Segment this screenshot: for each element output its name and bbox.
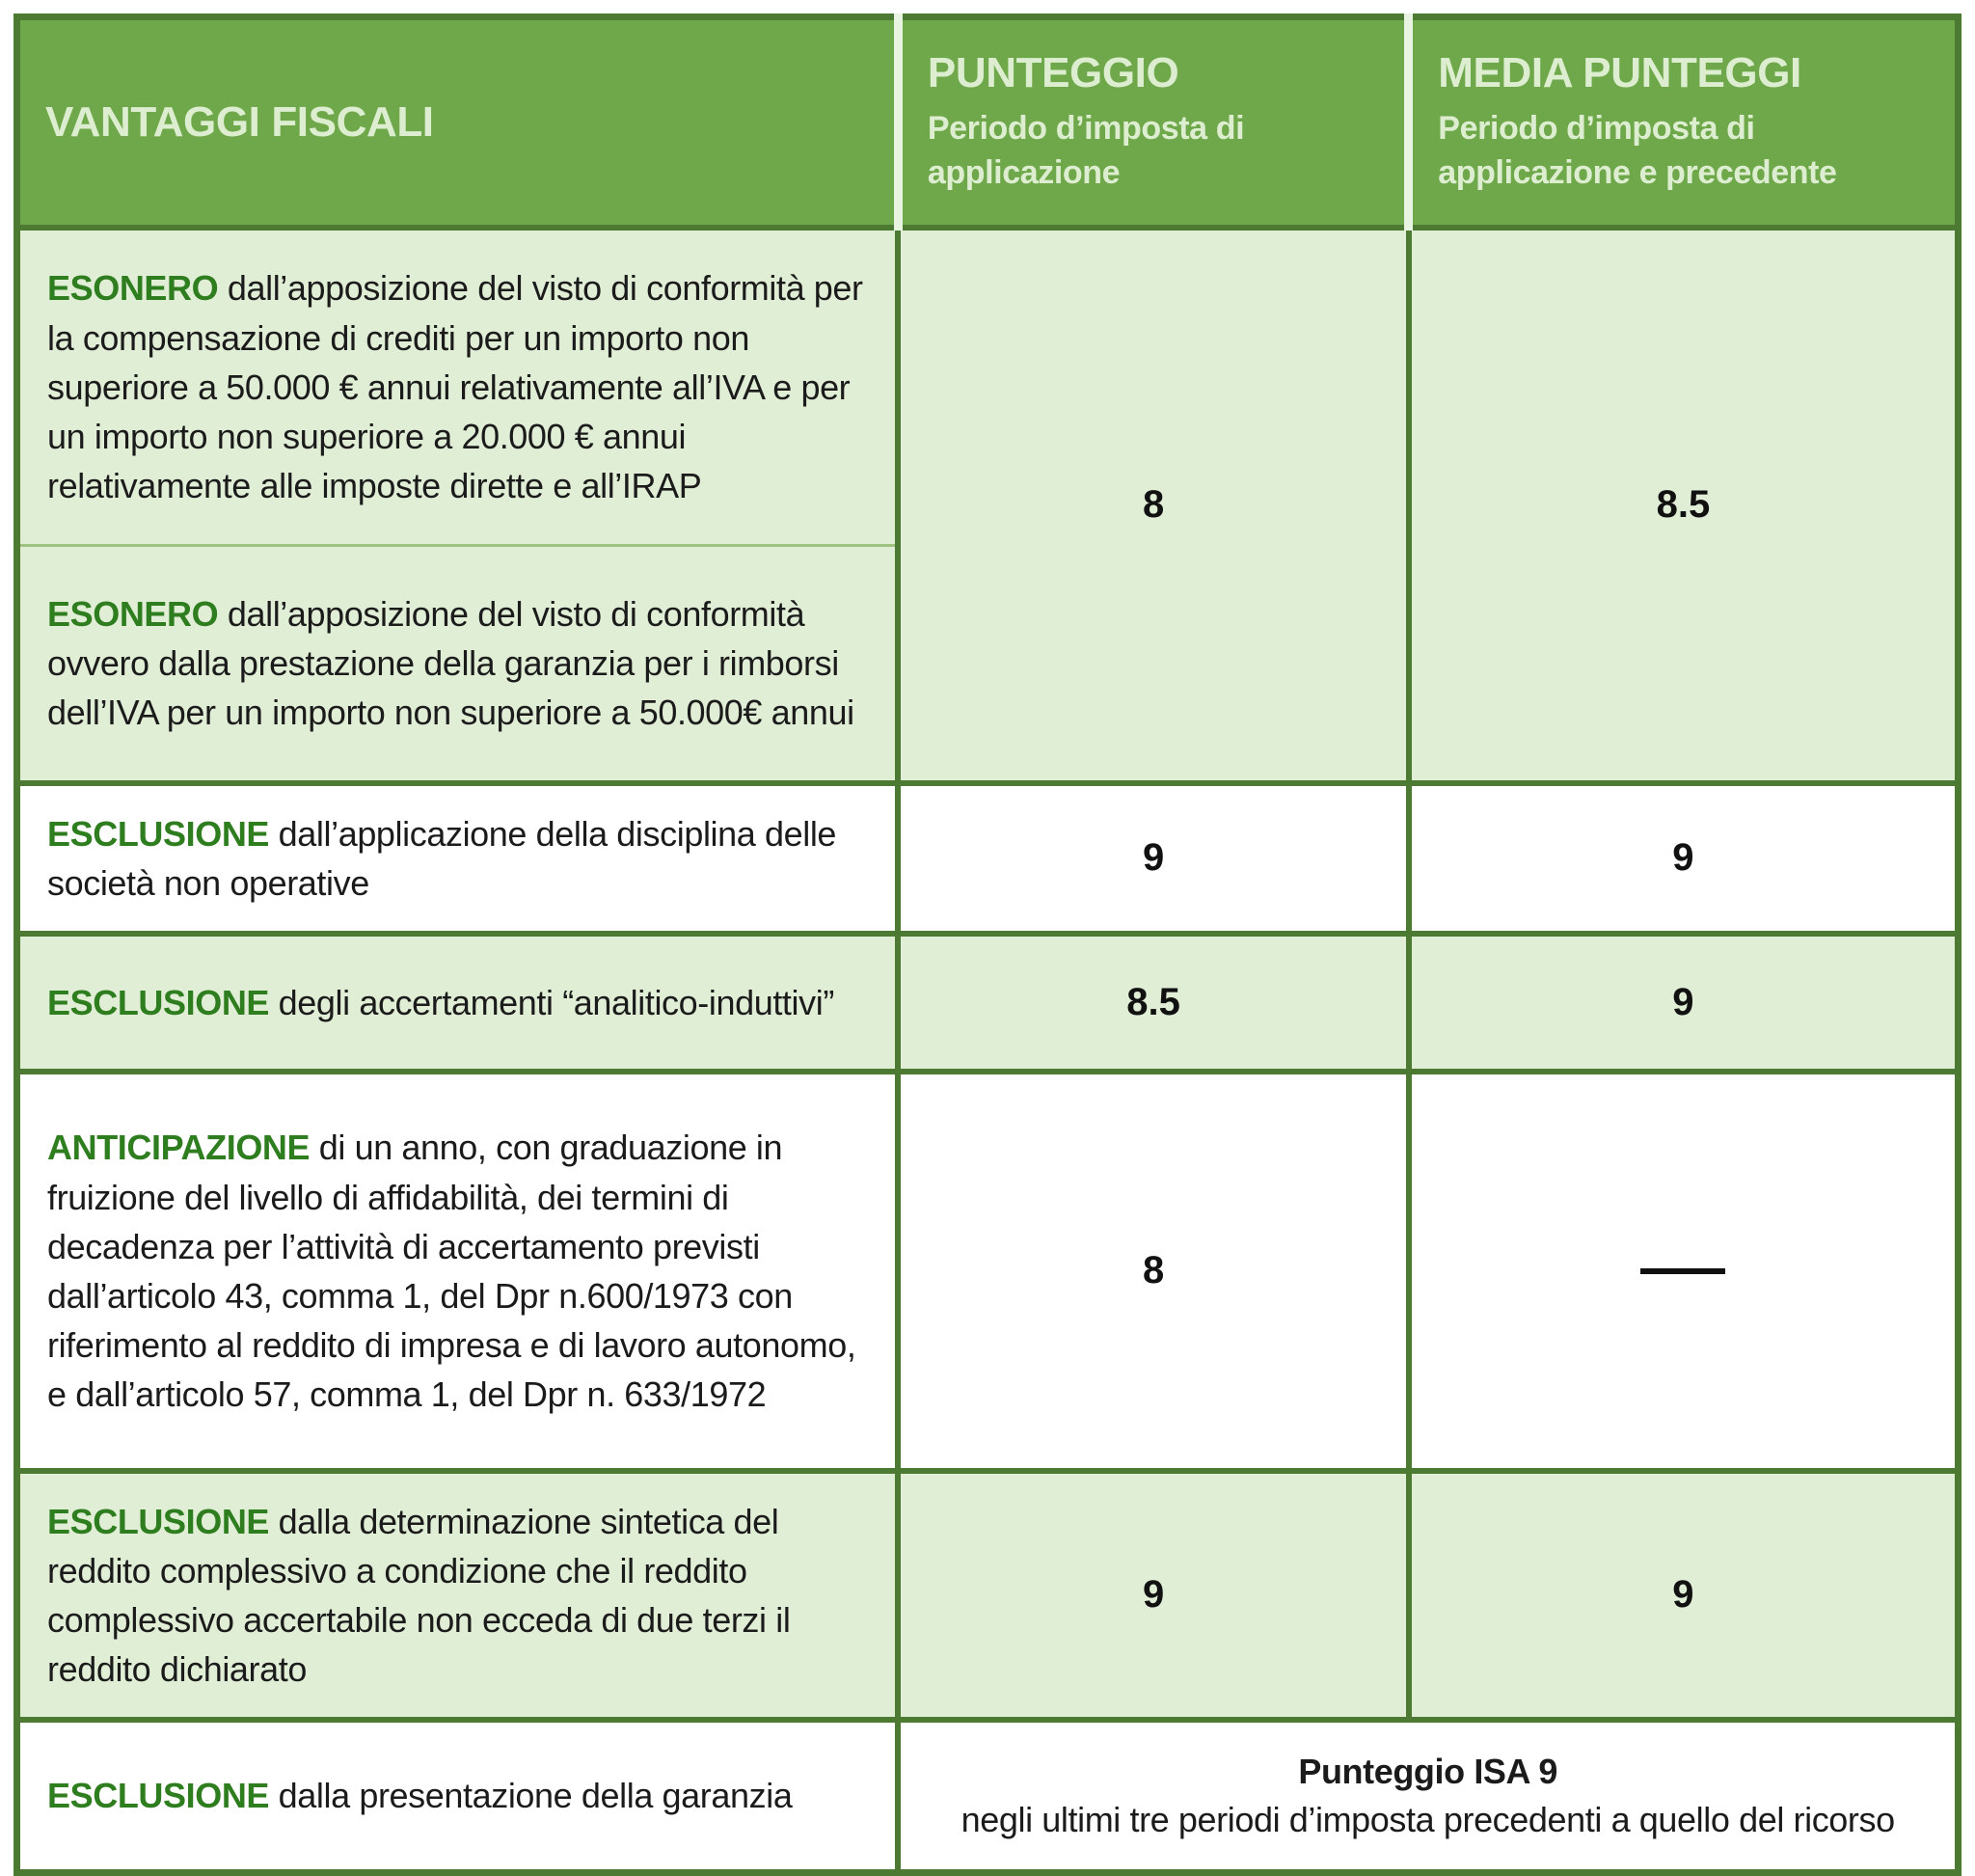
- benefit-keyword: ESCLUSIONE: [47, 1776, 270, 1816]
- benefit-text: degli accertamenti “analitico-induttivi”: [278, 982, 834, 1022]
- row-esonero-compensazione: [17, 228, 1959, 546]
- row-esclusione-garanzia: [17, 1720, 1959, 1872]
- benefit-esclusione-societa: [17, 783, 899, 934]
- benefit-keyword: ESCLUSIONE: [47, 982, 270, 1022]
- header-punteggio: [898, 17, 1408, 228]
- benefit-keyword: ANTICIPAZIONE: [47, 1128, 311, 1168]
- row-anticipazione-termini: [17, 1072, 1959, 1471]
- benefit-keyword: ESONERO: [47, 268, 219, 309]
- merged-cell-text: negli ultimi tre periodi d’imposta precedenti a quello del ricorso: [960, 1799, 1895, 1839]
- media-value-anticipazione: [1409, 1072, 1959, 1471]
- row-esclusione-societa-non-operative: [17, 783, 1959, 934]
- header-vantaggi-fiscali-label: VANTAGGI FISCALI: [45, 97, 434, 146]
- punteggio-value-esonero: 8: [898, 228, 1408, 783]
- media-value-sintetica: 9: [1409, 1471, 1959, 1720]
- benefit-keyword: ESCLUSIONE: [47, 813, 270, 854]
- benefit-esonero-rimborsi: [17, 546, 899, 783]
- header-punteggio-title: PUNTEGGIO: [927, 48, 1179, 96]
- row-esclusione-accertamenti: [17, 934, 1959, 1072]
- row-esclusione-determinazione-sintetica: [17, 1471, 1959, 1720]
- punteggio-value-anticipazione: 8: [898, 1072, 1408, 1471]
- media-value-societa: 9: [1409, 783, 1959, 934]
- benefit-text: dalla determinazione sintetica del reddito complessivo a condizione che il reddito complessivo accertabile non ecceda di due terzi il reddito dichiarato: [47, 1501, 791, 1690]
- punteggio-value-sintetica: 9: [898, 1471, 1408, 1720]
- table-header-row: [17, 17, 1959, 228]
- dash-line: [1640, 1268, 1725, 1274]
- benefit-esonero-compensazione: [17, 228, 899, 546]
- punteggio-value-accertamenti: 8.5: [898, 934, 1408, 1072]
- header-media-punteggi-title: MEDIA PUNTEGGI: [1438, 48, 1801, 96]
- merged-cell-title: Punteggio ISA 9: [1298, 1751, 1558, 1791]
- benefit-text: di un anno, con graduazione in fruizione del livello di affidabilità, dei termini di decadenza per l’attività di accertamento previsti dall’articolo 43, comma 1, del Dpr n.600/1973 con riferimento al reddito di impresa e di lavoro autonomo, e dall’articolo 57, comma 1, del Dpr n. 633/1972: [47, 1128, 856, 1414]
- benefit-keyword: ESONERO: [47, 594, 219, 635]
- header-vantaggi-fiscali: [17, 17, 899, 228]
- media-value-accertamenti: 9: [1409, 934, 1959, 1072]
- benefit-text: dall’apposizione del visto di conformità per la compensazione di crediti per un importo non superiore a 50.000 € annui relativamente all’IVA e per un importo non superiore a 20.000 € annui relativamente alle imposte dirette e all’IRAP: [47, 268, 863, 505]
- merged-punteggio-isa-cell: [898, 1720, 1958, 1872]
- benefit-text: dall’apposizione del visto di conformità ovvero dalla prestazione della garanzia per i rimborsi dell’IVA per un importo non superiore a 50.000€ annui: [47, 594, 854, 733]
- vantaggi-fiscali-table: [14, 14, 1961, 1876]
- benefit-text: dalla presentazione della garanzia: [278, 1776, 793, 1816]
- benefit-esclusione-garanzia: [17, 1720, 899, 1872]
- benefit-anticipazione: [17, 1072, 899, 1471]
- media-value-esonero: 8.5: [1409, 228, 1959, 783]
- header-media-punteggi: [1409, 17, 1959, 228]
- benefit-keyword: ESCLUSIONE: [47, 1501, 270, 1541]
- header-media-punteggi-subtitle: Periodo d’imposta di applicazione e precedente: [1438, 109, 1837, 191]
- benefit-esclusione-sintetica: [17, 1471, 899, 1720]
- punteggio-value-societa: 9: [898, 783, 1408, 934]
- benefit-text: dall’applicazione della disciplina delle società non operative: [47, 813, 837, 903]
- header-punteggio-subtitle: Periodo d’imposta di applicazione: [927, 109, 1245, 191]
- benefit-esclusione-accertamenti: [17, 934, 899, 1072]
